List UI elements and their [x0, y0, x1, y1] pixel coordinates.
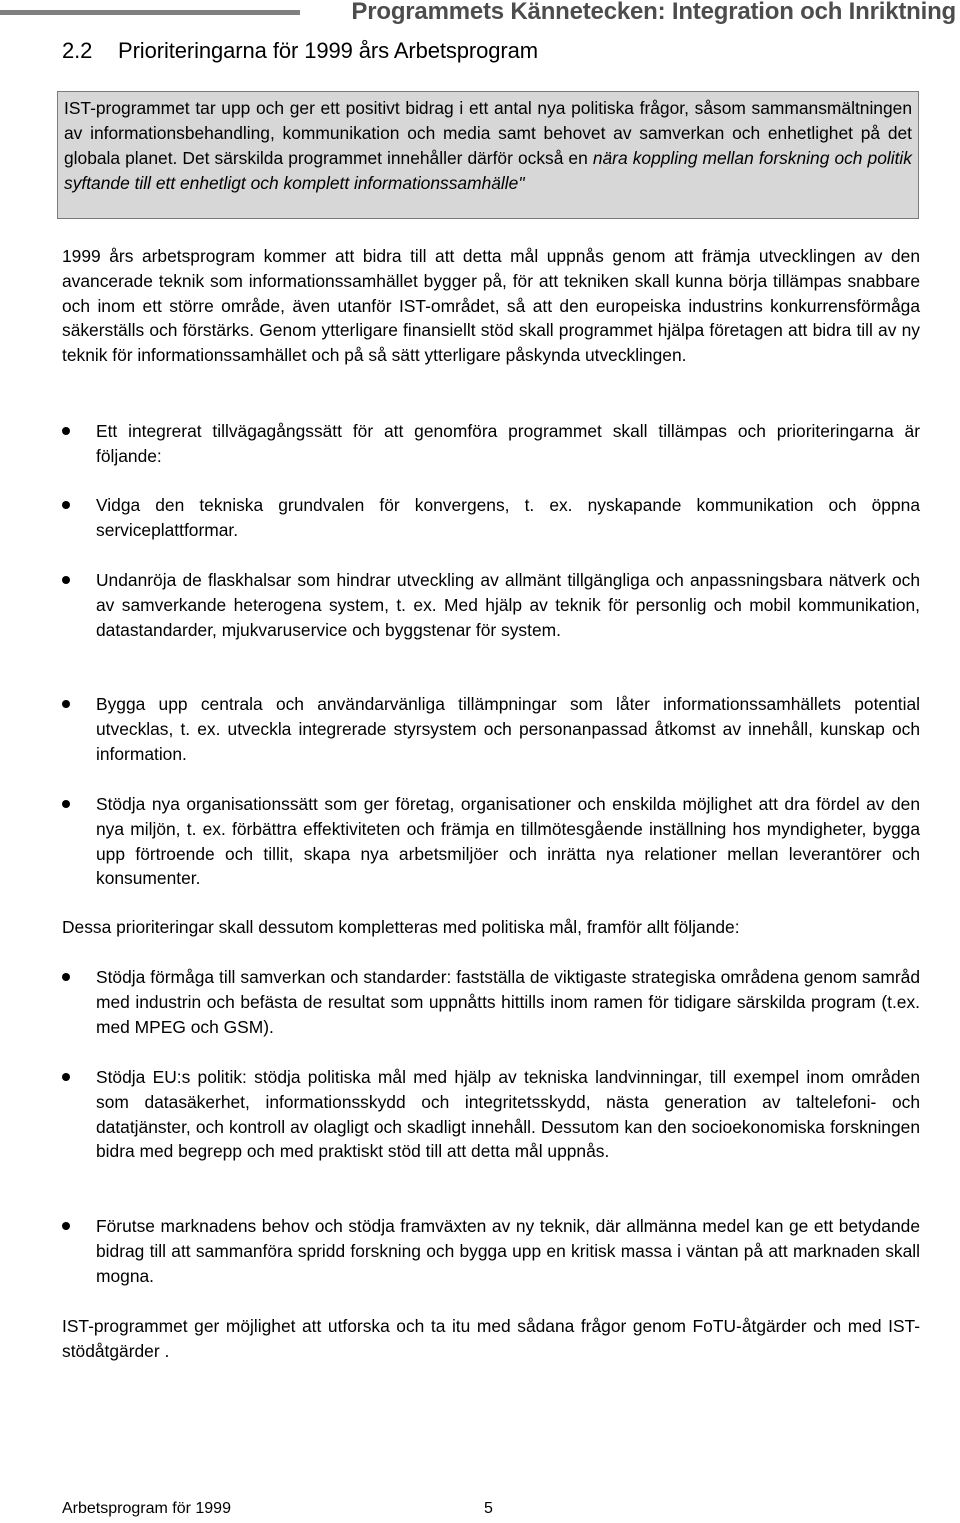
list-item-text: Vidga den tekniska grundvalen för konvergens, t. ex. nyskapande kommunikation och öppna serviceplattformar.: [96, 495, 920, 540]
list-item-text: Bygga upp centrala och användarvänliga tillämpningar som låter informationssamhällets potential utvecklas, t. ex. utveckla integrerade styrsystem och personanpassad åtkomst av innehåll, kunskap och information.: [96, 694, 920, 764]
list-item-text: Stödja EU:s politik: stödja politiska mål med hjälp av tekniska landvinningar, till exempel inom områden som datasäkerhet, informationsskydd och integritetsskydd, nästa generation av taltelefoni- och datatjänster, och kontroll av olagligt och skadligt innehåll. Dessutom kan den socioekonomiska forskningen bidra med begrepp och med praktiskt stöd till att detta mål uppnås.: [96, 1067, 920, 1162]
list-item: [62, 965, 920, 1039]
list-item-text: Undanröja de flaskhalsar som hindrar utveckling av allmänt tillgängliga och anpassningsbara nätverk och av samverkande heterogena system, t. ex. Med hjälp av teknik för personlig och mobil kommunikation, datastandarder, mjukvaruservice och byggstenar för system.: [96, 570, 920, 640]
highlight-text: IST-programmet tar upp och ger ett positivt bidrag i ett antal nya politiska frågor, såsom sammansmältningen av informationsbehandling, kommunikation och media samt behovet av samverkan och enhetlighet på det globala planet. Det särskilda programmet innehåller därför också en: [64, 98, 912, 168]
paragraph-closing: IST-programmet ger möjlighet att utforska och ta itu med sådana frågor genom FoTU-åtgärder och med IST-stödåtgärder .: [62, 1316, 920, 1361]
list-item: [62, 419, 920, 469]
bullet-icon: [62, 800, 70, 808]
highlight-box: [57, 91, 919, 219]
bullet-icon: [62, 427, 70, 435]
page-number: 5: [484, 1500, 493, 1517]
section-number: 2.2: [62, 38, 93, 63]
list-item-text: Förutse marknadens behov och stödja framväxten av ny teknik, där allmänna medel kan ge ett betydande bidrag till att sammanföra spridd forskning och bygga upp en kritisk massa i väntan på att marknaden skall mogna.: [96, 1216, 920, 1286]
list-item: [62, 568, 920, 642]
list-item-text: Stödja nya organisationssätt som ger företag, organisationer och enskilda möjlighet att dra fördel av den nya miljön, t. ex. förbättra effektiviteten och främja en tillmötesgående inställning hos myndigheter, bygga upp förtroende och tillit, skapa nya arbetsmiljöer och inrätta nya relationer mellan leverantörer och konsumenter.: [96, 794, 920, 889]
list-item-text: Stödja förmåga till samverkan och standarder: fastställa de viktigaste strategiska områdena genom samråd med industrin och befästa de resultat som uppnåtts hittills inom ramen för tidigare särskilda program (t.ex. med MPEG och GSM).: [96, 967, 920, 1037]
footer-title: Arbetsprogram för 1999: [62, 1500, 231, 1517]
list-item: [62, 692, 920, 766]
bullet-icon: [62, 973, 70, 981]
bullet-icon: [62, 1073, 70, 1081]
list-item: [62, 493, 920, 543]
highlight-text-italic: nära koppling mellan forskning och politik syftande till ett enhetligt och komplett informationssamhälle": [64, 148, 912, 193]
list-item: [62, 1065, 920, 1164]
section-title: Prioriteringarna för 1999 års Arbetsprogram: [118, 38, 539, 63]
bullet-icon: [62, 1222, 70, 1230]
paragraph-goals: Dessa prioriteringar skall dessutom kompletteras med politiska mål, framför allt följande:: [62, 917, 740, 937]
bullet-icon: [62, 501, 70, 509]
paragraph-intro: 1999 års arbetsprogram kommer att bidra till att detta mål uppnås genom att främja utvecklingen av den avancerade teknik som informationssamhället bygger på, för att tekniken skall kunna börja tillämpas snabbare och inom ett större område, även utanför IST-området, så att den europeiska industrins konkurrensförmåga säkerställs och förstärks. Genom ytterligare finansiellt stöd skall programmet hjälpa företagen att bidra till av ny teknik för informationssamhället och på så sätt ytterligare påskynda utvecklingen.: [62, 246, 920, 366]
header-rule: [0, 10, 300, 15]
list-item: [62, 792, 920, 891]
bullet-icon: [62, 700, 70, 708]
list-item: [62, 1214, 920, 1288]
list-item-text: Ett integrerat tillvägagångssätt för att genomföra programmet skall tillämpas och prioriteringarna är följande:: [96, 421, 920, 466]
section-heading: [62, 38, 538, 64]
running-header: Programmets Kännetecken: Integration och Inriktning: [351, 0, 956, 25]
bullet-icon: [62, 576, 70, 584]
